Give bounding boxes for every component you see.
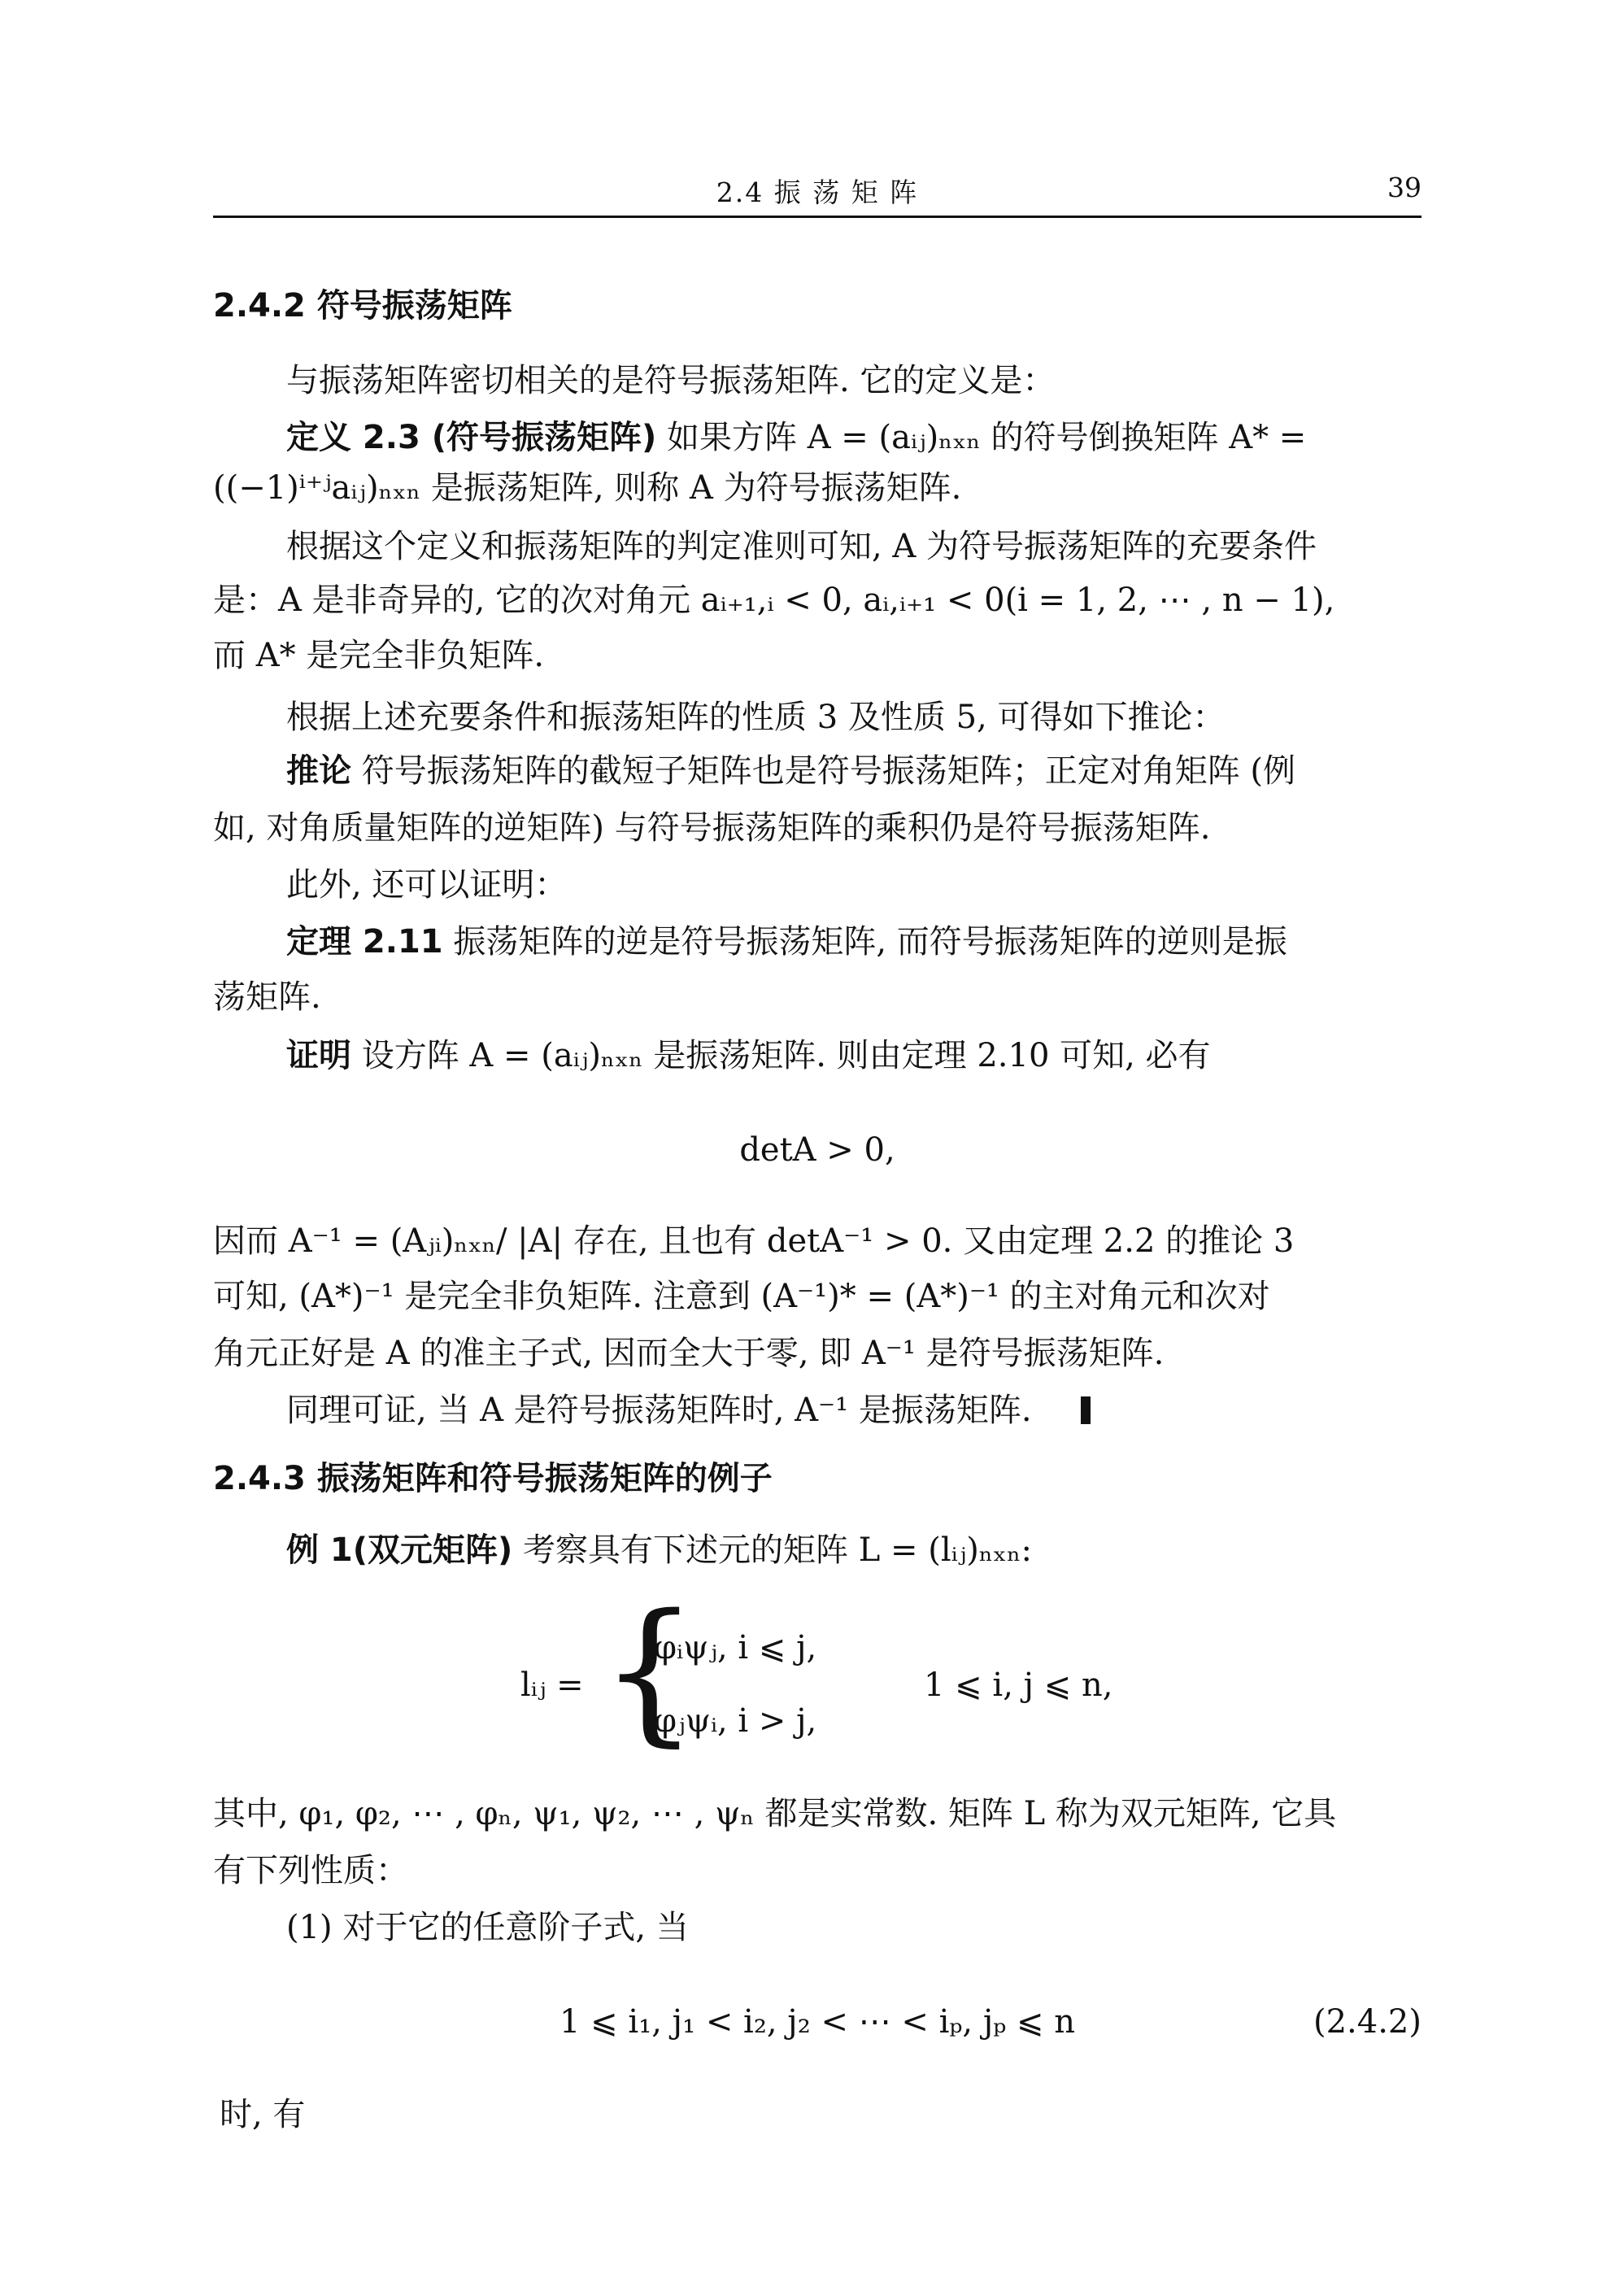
equation-lhs: lᵢⱼ = (520, 1666, 584, 1704)
corollary-label: 推论 (286, 752, 351, 790)
theorem-line-2: 荡矩阵. (213, 978, 321, 1016)
section-heading-2-4-2: 2.4.2 符号振荡矩阵 (213, 287, 512, 325)
corollary-line-1 (286, 750, 1422, 792)
example-label: 例 1(双元矩阵) (286, 1531, 513, 1569)
example-text: 考察具有下述元的矩阵 L = (lᵢⱼ)ₙₓₙ: (512, 1531, 1032, 1569)
section-heading-2-4-3: 2.4.3 振荡矩阵和符号振荡矩阵的例子 (213, 1460, 773, 1497)
left-brace: { (600, 1581, 699, 1761)
qed-mark (1081, 1396, 1091, 1424)
proof-conclusion (286, 1389, 1422, 1431)
properties-line-1: 其中, φ₁, φ₂, ⋯ , φₙ, ψ₁, ψ₂, ⋯ , ψₙ 都是实常数. 矩阵 L 称为双元矩阵, 它具 (213, 1795, 1337, 1832)
definition-text-1: 如果方阵 A = (aᵢⱼ)ₙₓₙ 的符号倒换矩阵 A* = (656, 419, 1307, 456)
proof-text: 设方阵 A = (aᵢⱼ)ₙₓₙ 是振荡矩阵. 则由定理 2.10 可知, 必有 (351, 1037, 1211, 1074)
equation-indices-row (213, 2001, 1422, 2043)
proof-body-line-2: 可知, (A*)⁻¹ 是完全非负矩阵. 注意到 (A⁻¹)* = (A*)⁻¹ 的主对角元和次对 (213, 1278, 1270, 1315)
definition-label: 定义 2.3 (符号振荡矩阵) (286, 419, 657, 456)
proof-body-line-1: 因而 A⁻¹ = (Aⱼᵢ)ₙₓₙ/ |A| 存在, 且也有 detA⁻¹ > 0. 又由定理 2.2 的推论 3 (213, 1222, 1295, 1260)
then-line: 时, 有 (220, 2096, 306, 2133)
proof-line (286, 1035, 1422, 1077)
corollary-line-2: 如, 对角质量矩阵的逆矩阵) 与符号振荡矩阵的乘积仍是符号振荡矩阵. (213, 809, 1211, 847)
theorem-line-1 (286, 921, 1422, 963)
paragraph-corollary-intro: 根据上述充要条件和振荡矩阵的性质 3 及性质 5, 可得如下推论： (286, 699, 1226, 736)
equation-case-1: φᵢψⱼ, i ⩽ j, (654, 1629, 817, 1666)
definition-line-1 (286, 416, 1422, 459)
running-header (213, 167, 1422, 218)
proof-body-line-3: 角元正好是 A 的准主子式, 因而全大于零, 即 A⁻¹ 是符号振荡矩阵. (213, 1335, 1165, 1372)
header-section-title: 2.4 振 荡 矩 阵 (716, 176, 919, 208)
paragraph-intro: 与振荡矩阵密切相关的是符号振荡矩阵. 它的定义是： (286, 362, 1056, 399)
criterion-line-2: 是：A 是非奇异的, 它的次对角元 aᵢ₊₁,ᵢ < 0, aᵢ,ᵢ₊₁ < 0(i = 1, 2, ⋯ , n − 1), (213, 582, 1335, 619)
equation-number: (2.4.2) (1313, 2003, 1422, 2041)
equation-case-2: φⱼψᵢ, i > j, (654, 1702, 817, 1740)
theorem-label: 定理 2.11 (286, 923, 443, 961)
example-line (286, 1529, 1422, 1571)
proof-label: 证明 (286, 1037, 351, 1074)
property-1-line: (1) 对于它的任意阶子式, 当 (286, 1909, 689, 1946)
page-number: 39 (1387, 172, 1422, 203)
proof-conclusion-text: 同理可证, 当 A 是符号振荡矩阵时, A⁻¹ 是振荡矩阵. (286, 1392, 1032, 1429)
definition-line-2: ((−1)ⁱ⁺ʲaᵢⱼ)ₙₓₙ 是振荡矩阵, 则称 A 为符号振荡矩阵. (213, 469, 962, 507)
criterion-line-1: 根据这个定义和振荡矩阵的判定准则可知, A 为符号振荡矩阵的充要条件 (286, 528, 1317, 565)
equation-det: detA > 0, (739, 1131, 895, 1169)
corollary-text-1: 符号振荡矩阵的截短子矩阵也是符号振荡矩阵；正定对角矩阵 (例 (351, 752, 1296, 790)
paragraph-furthermore: 此外, 还可以证明： (286, 866, 568, 904)
properties-line-2: 有下列性质： (213, 1852, 408, 1889)
equation-indices: 1 ⩽ i₁, j₁ < i₂, j₂ < ⋯ < iₚ, jₚ ⩽ n (559, 2003, 1075, 2041)
theorem-text-1: 振荡矩阵的逆是符号振荡矩阵, 而符号振荡矩阵的逆则是振 (442, 923, 1287, 961)
criterion-line-3: 而 A* 是完全非负矩阵. (213, 637, 545, 674)
equation-range: 1 ⩽ i, j ⩽ n, (924, 1666, 1113, 1704)
